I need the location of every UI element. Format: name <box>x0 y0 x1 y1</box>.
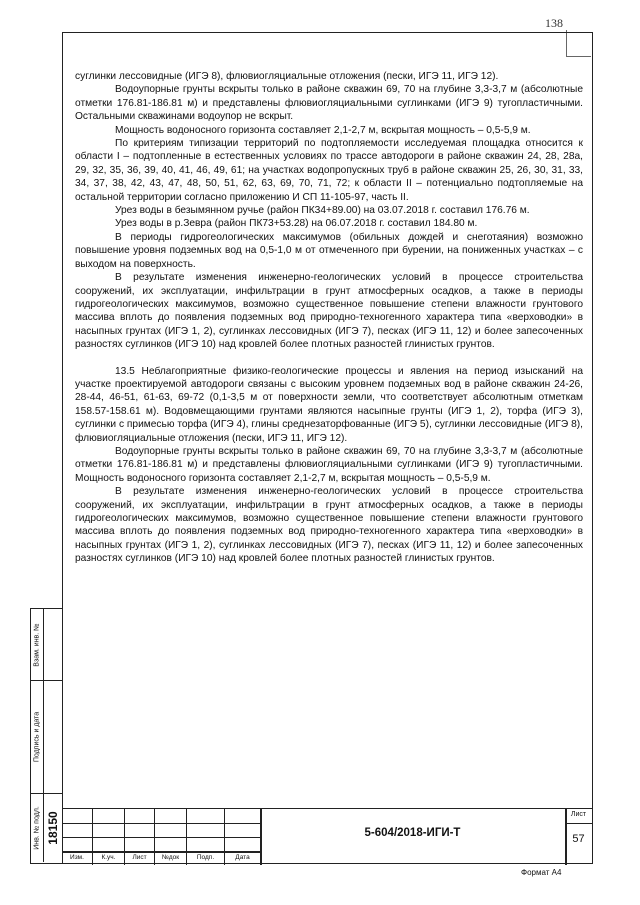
document-body <box>75 70 583 566</box>
vzam-inv-label: Взам. инв. № <box>33 622 41 667</box>
paragraph: В результате изменения инженерно-геологических условий в процессе строительства сооружений, их эксплуатации, инфильтрации в грунт атмосферных осадков, а также в периоды гидрогеологических максимумов, возможно существенное повышение степени влажности грунтового массива вплоть до появления подземных вод природно-техногенного характера типа «верховодки» в насыпных грунтах (ИГЭ 1, 2), суглинках лессовидных (ИГЭ 7), песках (ИГЭ 11, 12) и более запесоченных разностях суглинков (ИГЭ 10) над кровлей более плотных разностей глинистых грунтов. <box>75 272 583 351</box>
col-podp: Подп. <box>196 854 215 861</box>
inv-podl-label: Инв. № подл. <box>33 806 41 850</box>
side-stamp <box>30 608 63 864</box>
col-izm: Изм. <box>70 854 84 861</box>
paragraph: суглинки лессовидные (ИГЭ 8), флювиогляциальные отложения (пески, ИГЭ 11, ИГЭ 12). <box>75 71 499 82</box>
paragraph: Мощность водоносного горизонта составляет 2,1-2,7 м, вскрытая мощность – 0,5-5,9 м. <box>115 124 531 136</box>
col-ndok: №док <box>161 854 180 861</box>
col-kuch: К.уч. <box>101 854 116 861</box>
signature-date-cell <box>31 681 62 794</box>
paragraph: Водоупорные грунты вскрыты только в районе скважин 69, 70 на глубине 3,3-3,7 м (абсолютные отметки 176.81-186.81 м) и представлены флювиогляциальными суглинками (ИГЭ 9) тугопластичными. Остальными скважинами водоупор не вскрыт. <box>75 84 583 123</box>
title-block <box>62 808 593 864</box>
vzam-inv-cell <box>31 609 62 681</box>
document-code: 5-604/2018-ИГИ-Т <box>364 827 461 839</box>
col-data: Дата <box>235 854 250 861</box>
paragraph: В периоды гидрогеологических максимумов (обильных дождей и снеготаяния) возможно повышение уровня подземных вод на 0,5-1,0 м от отмеченного при бурении, на пониженных участках – с выходом на поверхность. <box>75 231 583 270</box>
section-paragraph: 13.5 Неблагоприятные физико-геологические процессы и явления на период изысканий на участке проектируемой автодороги связаны с высоким уровнем подземных вод в районе скважин 24-26, 28-44, 46-51, 61-63, 69-72 (0,1-3,5 м от поверхности земли, что соответствует абсолютным отметкам 158.57-158.61 м). Водовмещающими грунтами являются насыпные грунты (ИГЭ 1, 2), торфа (ИГЭ 3), суглинки с примесью торфа (ИГЭ 4), глины среднезаторфованные (ИГЭ 5), суглинки лессовидные (ИГЭ 8), флювиогляциальные отложения (пески, ИГЭ 11, ИГЭ 12). <box>75 365 583 444</box>
col-list: Лист <box>132 854 147 861</box>
signature-date-label: Подпись и дата <box>33 711 41 763</box>
sheet-number: 57 <box>572 833 585 845</box>
inv-podl-cell <box>31 794 62 862</box>
paragraph: Водоупорные грунты вскрыты только в районе скважин 69, 70 на глубине 3,3-3,7 м (абсолютные отметки 176.81-186.81 м) и представлены флювиогляциальными суглинками (ИГЭ 9) тугопластичными. Мощность водоносного горизонта составляет 2,1-2,7 м, вскрытая мощность – 0,5-5,9 м. <box>75 445 583 484</box>
paragraph: Урез воды в безымянном ручье (район ПК34+89.00) на 03.07.2018 г. составил 176.76 м. <box>115 205 530 217</box>
format-label: Формат А4 <box>521 868 562 877</box>
paragraph: Урез воды в р.Зевра (район ПК73+53.28) на 06.07.2018 г. составил 184.80 м. <box>115 218 478 230</box>
paragraph: По критериям типизации территорий по подтопляемости исследуемая площадка относится к области I – подтопленные в естественных условиях по трассе автодороги в районе скважин 24, 28, 28а, 29, 32, 35, 36, 39, 40, 41, 46, 49, 61; на участках водопропускных труб в районе скважин 25, 26, 30, 31, 33, 34, 37, 38, 42, 43, 47, 48, 50, 51, 62, 63, 69, 70, 71, 72; к области II – потенциально подтопляемые на остальной территории согласно приложению И СП 11-105-97, часть II. <box>75 138 583 203</box>
paragraph: В результате изменения инженерно-геологических условий в процессе строительства сооружений, их эксплуатации, инфильтрации в грунт атмосферных осадков, а также в периоды гидрогеологических максимумов, возможно существенное повышение степени влажности грунтового массива вплоть до появления подземных вод природно-техногенного характера типа «верховодки» в насыпных грунтах (ИГЭ 1, 2), суглинках лессовидных (ИГЭ 7), песках (ИГЭ 11, 12) и более запесоченных разностях суглинков (ИГЭ 10) над кровлей более плотных разностей глинистых грунтов. <box>75 486 583 565</box>
page-number: 138 <box>545 16 563 30</box>
sheet-label: Лист <box>570 811 587 818</box>
inv-number: 18150 <box>46 811 60 845</box>
